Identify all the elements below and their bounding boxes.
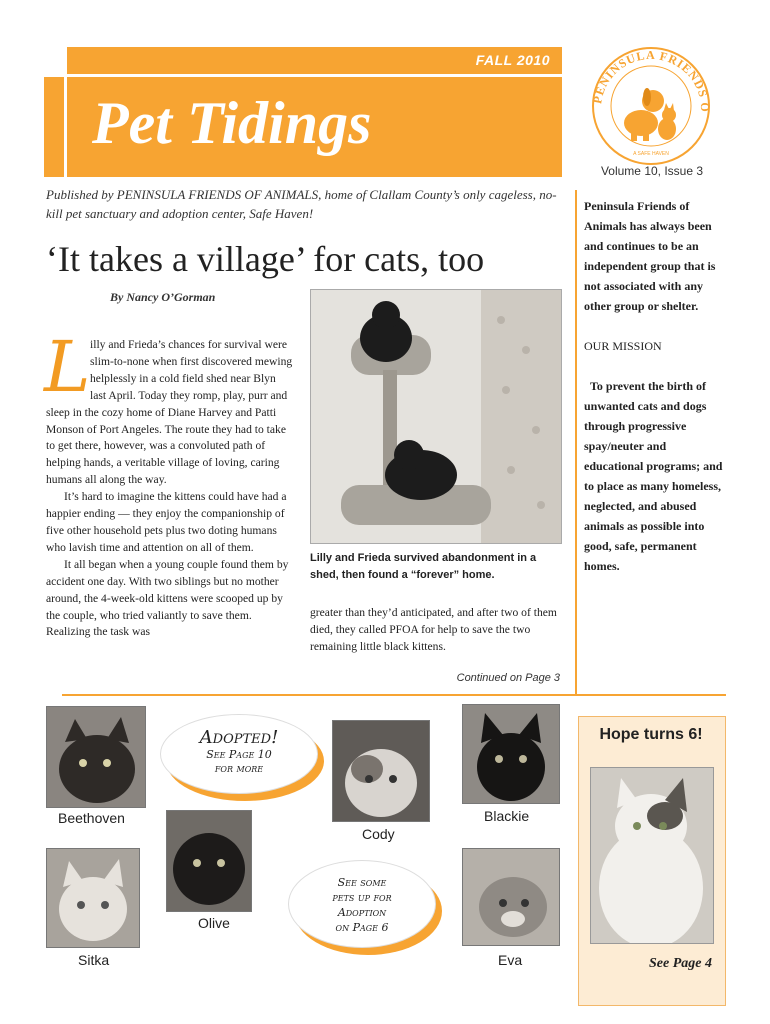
adoption-line-1: See some bbox=[337, 876, 387, 889]
article-column-1 bbox=[44, 326, 294, 641]
adoption-bubble[interactable] bbox=[288, 860, 436, 948]
kittens-photo bbox=[310, 289, 562, 544]
pet-name-olive: Olive bbox=[198, 915, 230, 931]
pet-name-cody: Cody bbox=[362, 826, 395, 842]
sitka-photo[interactable] bbox=[46, 848, 140, 948]
masthead-corner bbox=[44, 47, 64, 74]
mission-sidebar bbox=[584, 196, 724, 576]
adoption-line-3: Adoption bbox=[337, 906, 387, 919]
olive-photo[interactable] bbox=[166, 810, 252, 912]
article-column-2: greater than they’d anticipated, and after two of them died, they called PFOA for help to save the two remaining little black kittens. bbox=[310, 606, 557, 653]
adopted-see-page: See Page 10 bbox=[206, 748, 272, 761]
section-divider bbox=[62, 694, 726, 696]
hope-title: Hope turns 6! bbox=[599, 726, 703, 743]
adopted-for-more: for more bbox=[214, 762, 264, 775]
issue-season: FALL 2010 bbox=[475, 52, 550, 68]
hope-see-page[interactable]: See Page 4 bbox=[649, 956, 712, 971]
adopted-bubble[interactable] bbox=[160, 714, 318, 794]
hope-photo[interactable] bbox=[590, 767, 714, 944]
pet-name-beethoven: Beethoven bbox=[58, 810, 125, 826]
mission-title: OUR MISSION bbox=[584, 339, 662, 353]
sidebar-rule bbox=[575, 190, 577, 696]
blackie-photo[interactable] bbox=[462, 704, 560, 804]
article-headline: ‘It takes a village’ for cats, too bbox=[46, 239, 485, 279]
beethoven-photo[interactable] bbox=[46, 706, 146, 808]
masthead-rule-horizontal bbox=[44, 74, 562, 77]
photo-caption: Lilly and Frieda survived abandonment in a shed, then found a “forever” home. bbox=[310, 552, 537, 581]
article-paragraph-3: It all began when a young couple found them by accident one day. With two siblings but no mother around, the 4-week-old kittens were scooped up by the couple, who tried valiantly to save them. Realizing the task was bbox=[46, 557, 289, 639]
volume-issue: Volume 10, Issue 3 bbox=[600, 164, 704, 178]
mission-text: To prevent the birth of unwanted cats and dogs through progressive spay/neuter and educational programs; and to place as many homeless, neglected, and abused animals as possible into good, safe, permanent homes. bbox=[584, 379, 723, 573]
adoption-line-2: pets up for bbox=[332, 891, 392, 904]
continued-link[interactable]: Continued on Page 3 bbox=[456, 672, 560, 684]
article-byline: By Nancy O’Gorman bbox=[110, 290, 216, 304]
eva-photo[interactable] bbox=[462, 848, 560, 946]
logo-subtext: A SAFE HAVEN bbox=[633, 151, 669, 157]
pfoa-logo bbox=[583, 43, 719, 165]
newsletter-title: Pet Tidings bbox=[92, 90, 372, 156]
publisher-line: Published by PENINSULA FRIENDS OF ANIMALS, home of Clallam County’s only cageless, no-kill pet sanctuary and adoption center, Safe Haven! bbox=[46, 187, 557, 221]
sidebar-intro: Peninsula Friends of Animals has always been and continues to be an independent group that is not associated with any other group or shelter. bbox=[584, 199, 716, 313]
pet-name-eva: Eva bbox=[498, 952, 523, 968]
masthead-rule-vertical bbox=[64, 47, 67, 177]
pet-name-blackie: Blackie bbox=[484, 808, 530, 824]
article-paragraph-2: It’s hard to imagine the kittens could have had a happier ending — they enjoy the companionship of five other household pets plus two doting humans who lavish time and attention on all of them. bbox=[46, 490, 287, 554]
cody-photo[interactable] bbox=[332, 720, 430, 822]
pet-name-sitka: Sitka bbox=[78, 952, 110, 968]
logo-text: PENINSULA FRIENDS O bbox=[590, 47, 713, 113]
adopted-title: Adopted! bbox=[199, 727, 279, 748]
adoption-line-4: on Page 6 bbox=[335, 921, 389, 934]
article-paragraph-1: illy and Frieda’s chances for survival were slim-to-none when first discovered mewing helplessly in a cold field shed near Blyn last April. Today they romp, play, purr and sleep in the cozy home of Diane Harvey and Patti Monson of Port Angeles. The route they had to take to get there, however, was a convoluted path of helping hands, a veritable village of loving, caring humans all along the way. bbox=[46, 338, 293, 487]
drop-cap: L bbox=[44, 326, 91, 408]
